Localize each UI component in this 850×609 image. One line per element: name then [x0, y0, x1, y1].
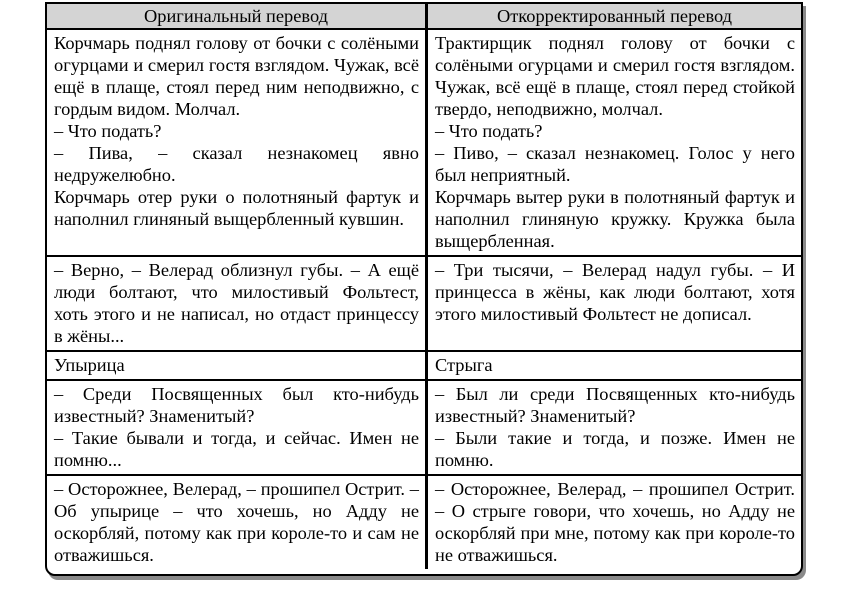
original-cell [47, 352, 426, 381]
original-paragraph: Корчмарь поднял голову от бочки с солёными огурцами и смерил гостя взглядом. Чужак, всё ещё в плаще, стоял перед ним неподвижно, с гордым видом. Молчал. [54, 33, 419, 119]
corrected-paragraph: Корчмарь вытер руки в полотняный фартук и наполнил глиняную кружку. Кружка была выщербленная. [435, 187, 795, 251]
corrected-paragraph: – Пиво, – сказал незнакомец. Голос у него был неприятный. [435, 143, 795, 185]
original-paragraph: Корчмарь отер руки о полотняный фартук и наполнил глиняный выщербленный кувшин. [54, 187, 419, 229]
corrected-paragraph: Стрыга [435, 355, 493, 375]
original-cell [47, 381, 426, 476]
corrected-paragraph: – Были такие и тогда, и позже. Имен не помню. [435, 428, 795, 470]
corrected-paragraph: Трактирщик поднял голову от бочки с солёными огурцами и смерил гостя взглядом. Чужак, всё ещё в плаще, стоял перед стойкой твердо, неподвижно, молчал. [435, 33, 795, 119]
corrected-cell [426, 381, 801, 476]
corrected-paragraph: – Что подать? [435, 121, 543, 141]
original-paragraph: – Пива, – сказал незнакомец явно недружелюбно. [54, 143, 419, 185]
header-row [47, 4, 801, 30]
table-row [47, 30, 801, 257]
comparison-table [47, 4, 801, 569]
original-paragraph: – Среди Посвященных был кто-нибудь известный? Знаменитый? [54, 384, 419, 426]
header-corrected: Откорректированный перевод [426, 4, 801, 30]
table-row [47, 352, 801, 381]
header-original: Оригинальный перевод [47, 4, 426, 30]
corrected-cell [426, 352, 801, 381]
original-cell [47, 30, 426, 257]
original-paragraph: – Что подать? [54, 121, 162, 141]
table-row [47, 476, 801, 569]
translation-comparison-table [45, 2, 803, 576]
original-paragraph: – Такие бывали и тогда, и сейчас. Имен не помню... [54, 428, 419, 470]
original-paragraph: Упырица [54, 355, 125, 375]
corrected-paragraph: – Был ли среди Посвященных кто-нибудь известный? Знаменитый? [435, 384, 795, 426]
original-cell [47, 476, 426, 569]
table-row [47, 257, 801, 352]
corrected-cell [426, 30, 801, 257]
corrected-cell [426, 476, 801, 569]
corrected-cell [426, 257, 801, 352]
original-cell [47, 257, 426, 352]
original-paragraph: – Осторожнее, Велерад, – прошипел Острит. – Об упырице – что хочешь, но Адду не оскорбляй, потому как при короле-то и сам не отважишься. [54, 479, 419, 565]
corrected-paragraph: – Три тысячи, – Велерад надул губы. – И принцесса в жёны, как люди болтают, хотя этого милостивый Фольтест не дописал. [435, 260, 795, 324]
original-paragraph: – Верно, – Велерад облизнул губы. – А ещё люди болтают, что милостивый Фольтест, хоть этого и не написал, но отдаст принцессу в жёны... [54, 260, 419, 346]
corrected-paragraph: – Осторожнее, Велерад, – прошипел Острит. – О стрыге говори, что хочешь, но Адду не оскорбляй при мне, потому как при короле-то не отважишься. [435, 479, 795, 565]
table-row [47, 381, 801, 476]
